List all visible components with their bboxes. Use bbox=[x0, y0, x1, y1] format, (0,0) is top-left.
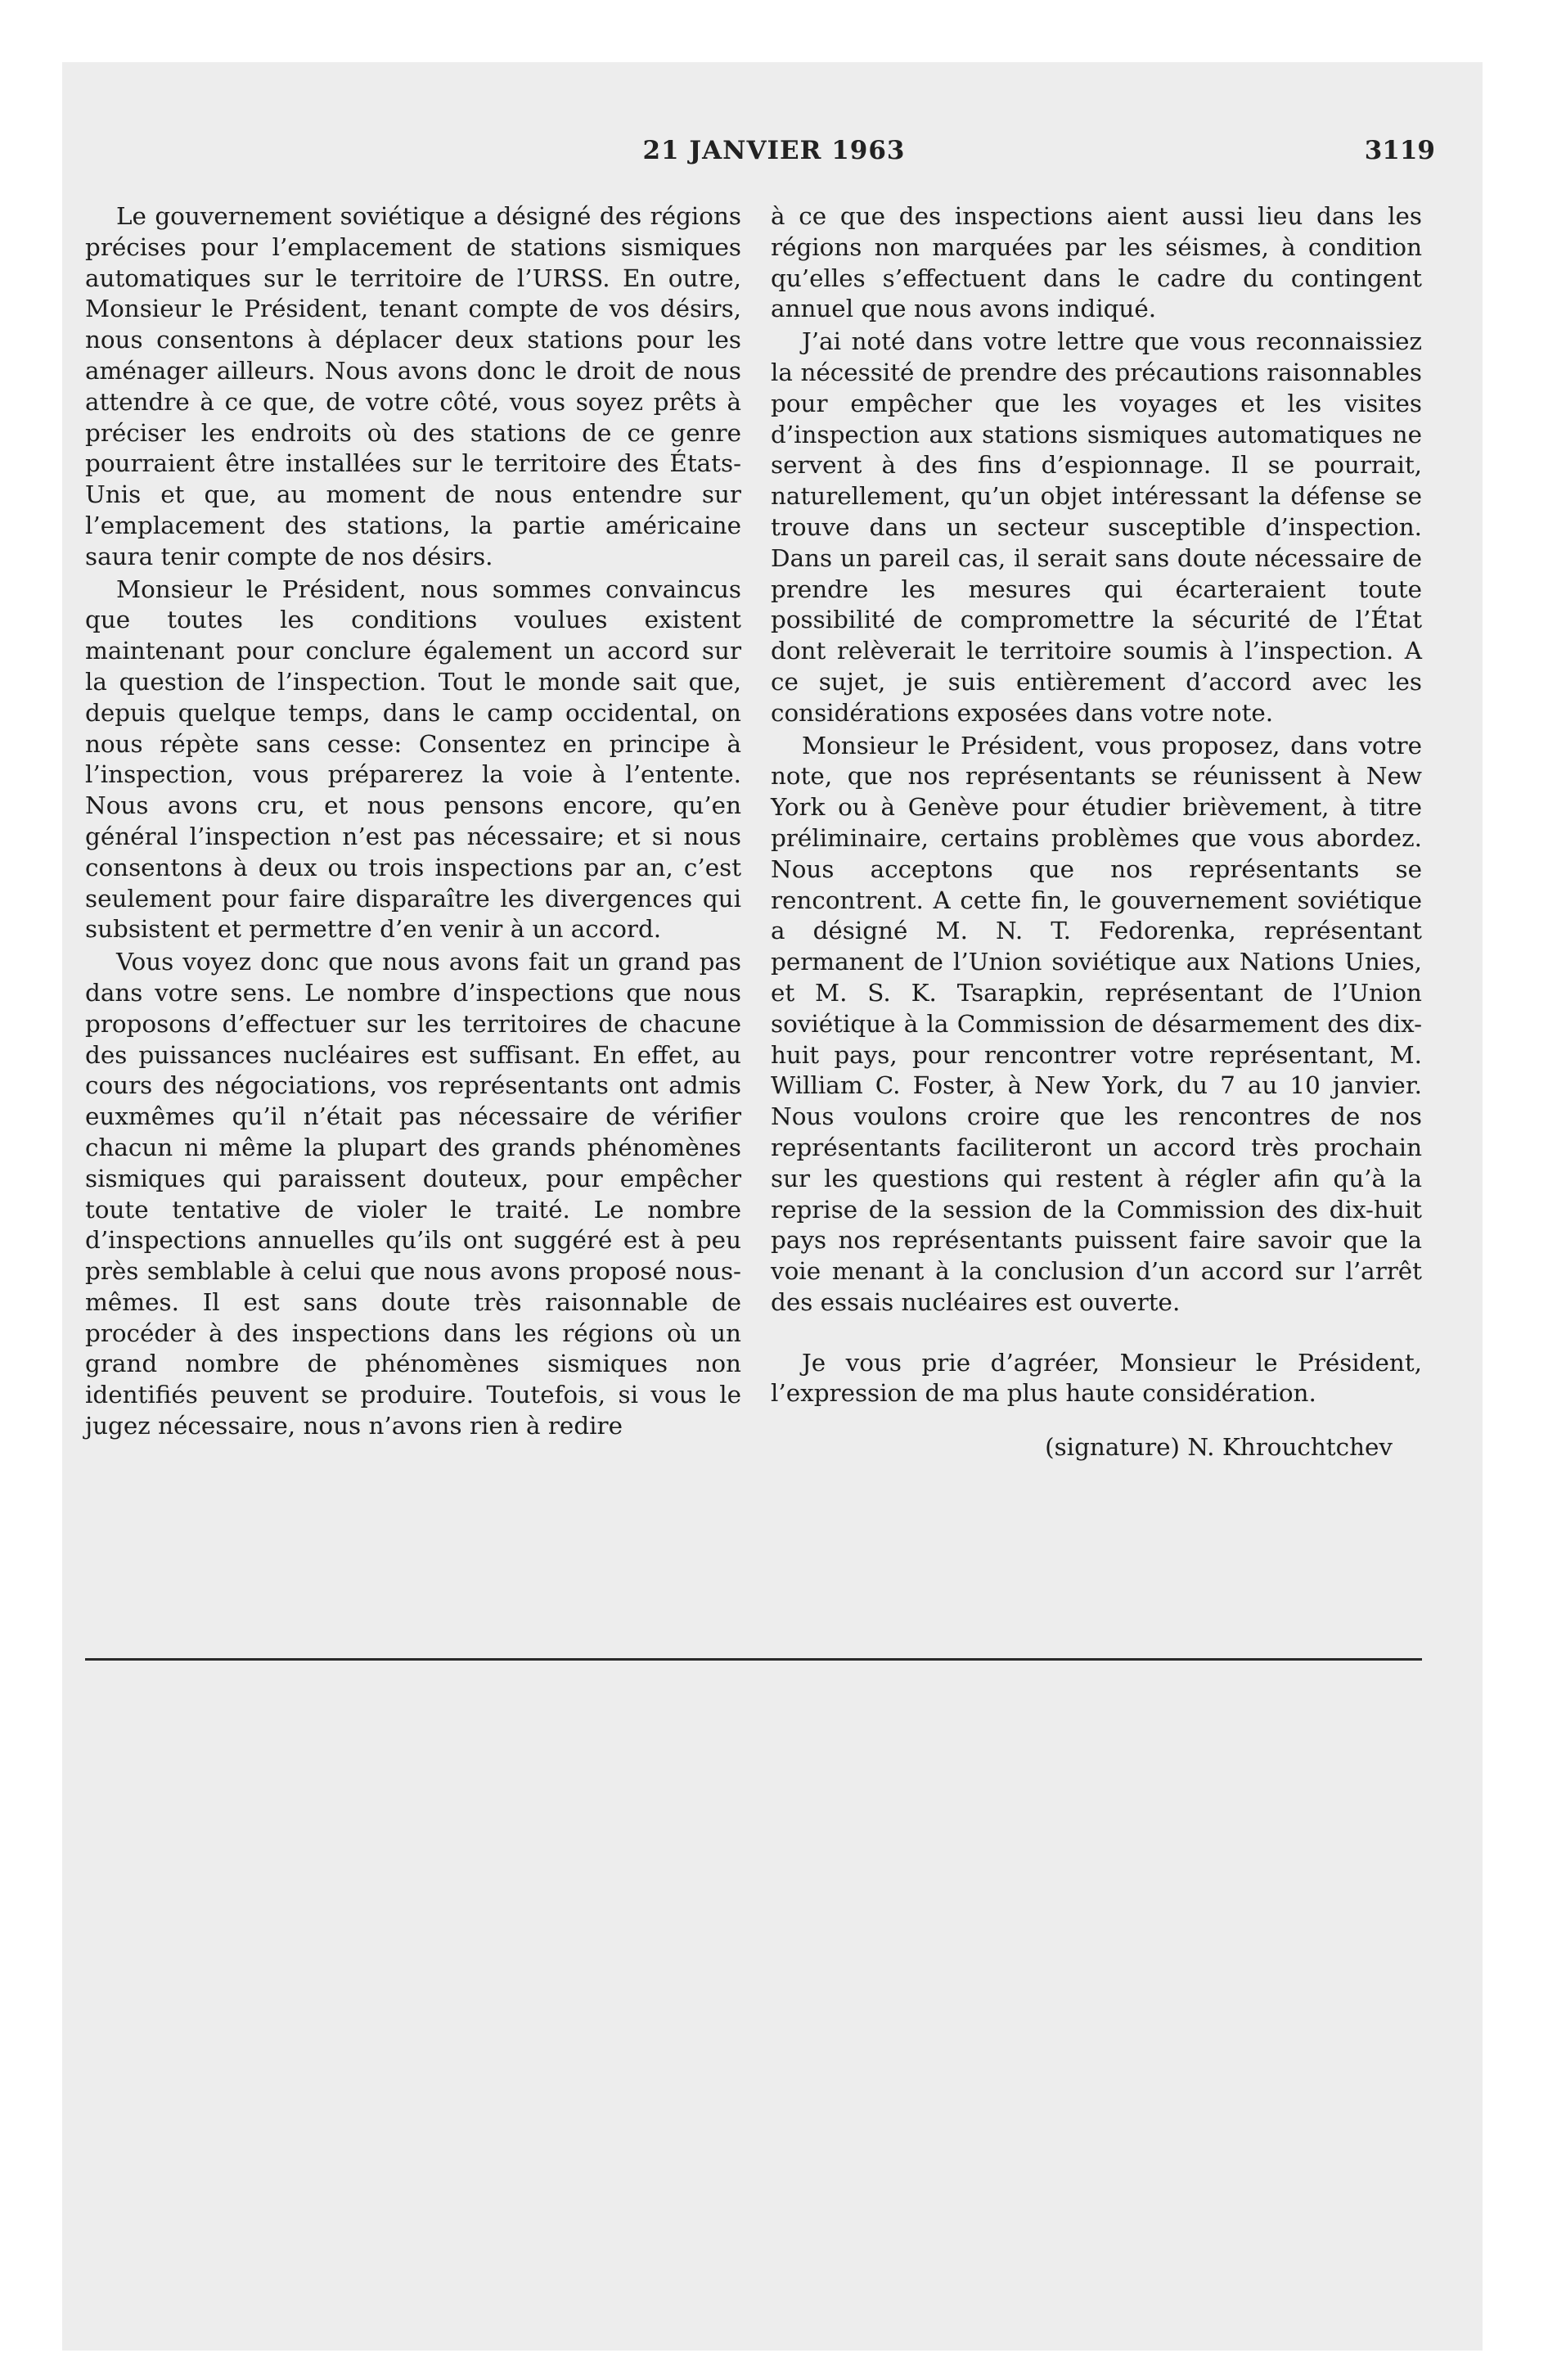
closing-formula: Je vous prie d’agréer, Monsieur le Président, l’expression de ma plus haute considération. bbox=[771, 1348, 1422, 1408]
signature-line: (signature) N. Khrouchtchev bbox=[1045, 1433, 1393, 1462]
paragraph: Monsieur le Président, vous proposez, dans votre note, que nos représentants se réunissent à New York ou à Genève pour étudier brièvement, à titre préliminaire, certains problèmes que vous abordez. Nous acceptons que nos représentants se rencontrent. A cette fin, le gouvernement soviétique a désigné M. N. T. Fedorenka, représentant permanent de l’Union soviétique aux Nations Unies, et M. S. K. Tsarapkin, représentant de l’Union soviétique à la Commission de désarmement des dix-huit pays, pour rencontrer votre représentant, M. William C. Foster, à New York, du 7 au 10 janvier. Nous voulons croire que les rencontres de nos représentants faciliteront un accord très prochain sur les questions qui restent à régler afin qu’à la reprise de la session de la Commission des dix-huit pays nos représentants puissent faire savoir que la voie menant à la conclusion d’un accord sur l’arrêt des essais nucléaires est ouverte. bbox=[771, 731, 1422, 1316]
left-column bbox=[85, 201, 741, 1442]
horizontal-rule bbox=[85, 1658, 1422, 1661]
running-header-date: 21 JANVIER 1963 bbox=[642, 136, 906, 165]
page-number: 3119 bbox=[1364, 136, 1435, 165]
paragraph: Vous voyez donc que nous avons fait un grand pas dans votre sens. Le nombre d’inspections que nous proposons d’effectuer sur les territoires de chacune des puissances nucléaires est suffisant. En effet, au cours des négociations, vos représentants ont admis euxmêmes qu’il n’était pas nécessaire de vérifier chacun ni même la plupart des grands phénomènes sismiques qui paraissent douteux, pour empêcher toute tentative de violer le traité. Le nombre d’inspections annuelles qu’ils ont suggéré est à peu près semblable à celui que nous avons proposé nous-mêmes. Il est sans doute très raisonnable de procéder à des inspections dans les régions où un grand nombre de phénomènes sismiques non identifiés peuvent se produire. Toutefois, si vous le jugez nécessaire, nous n’avons rien à redire bbox=[85, 948, 741, 1440]
paragraph-continuation: à ce que des inspections aient aussi lieu dans les régions non marquées par les séismes, à condition qu’elles s’effectuent dans le cadre du contingent annuel que nous avons indiqué. bbox=[771, 202, 1422, 323]
paragraph: J’ai noté dans votre lettre que vous reconnaissiez la nécessité de prendre des précautions raisonnables pour empêcher que les voyages et les visites d’inspection aux stations sismiques automatiques ne servent à des fins d’espionnage. Il se pourrait, naturellement, qu’un objet intéressant la défense se trouve dans un secteur susceptible d’inspection. Dans un pareil cas, il serait sans doute nécessaire de prendre les mesures qui écarteraient toute possibilité de compromettre la sécurité de l’État dont relèverait le territoire soumis à l’inspection. A ce sujet, je suis entièrement d’accord avec les considérations exposées dans votre note. bbox=[771, 327, 1422, 727]
right-column bbox=[771, 201, 1422, 1463]
paragraph: Monsieur le Président, nous sommes convaincus que toutes les conditions voulues existent maintenant pour conclure également un accord sur la question de l’inspection. Tout le monde sait que, depuis quelque temps, dans le camp occidental, on nous répète sans cesse: Consentez en principe à l’inspection, vous préparerez la voie à l’entente. Nous avons cru, et nous pensons encore, qu’en général l’inspection n’est pas nécessaire; et si nous consentons à deux ou trois inspections par an, c’est seulement pour faire disparaître les divergences qui subsistent et permettre d’en venir à un accord. bbox=[85, 575, 741, 944]
paragraph: Le gouvernement soviétique a désigné des régions précises pour l’emplacement de stations sismiques automatiques sur le territoire de l’URSS. En outre, Monsieur le Président, tenant compte de vos désirs, nous consentons à déplacer deux stations pour les aménager ailleurs. Nous avons donc le droit de nous attendre à ce que, de votre côté, vous soyez prêts à préciser les endroits où des stations de ce genre pourraient être installées sur le territoire des États-Unis et que, au moment de nous entendre sur l’emplacement des stations, la partie américaine saura tenir compte de nos désirs. bbox=[85, 202, 741, 570]
